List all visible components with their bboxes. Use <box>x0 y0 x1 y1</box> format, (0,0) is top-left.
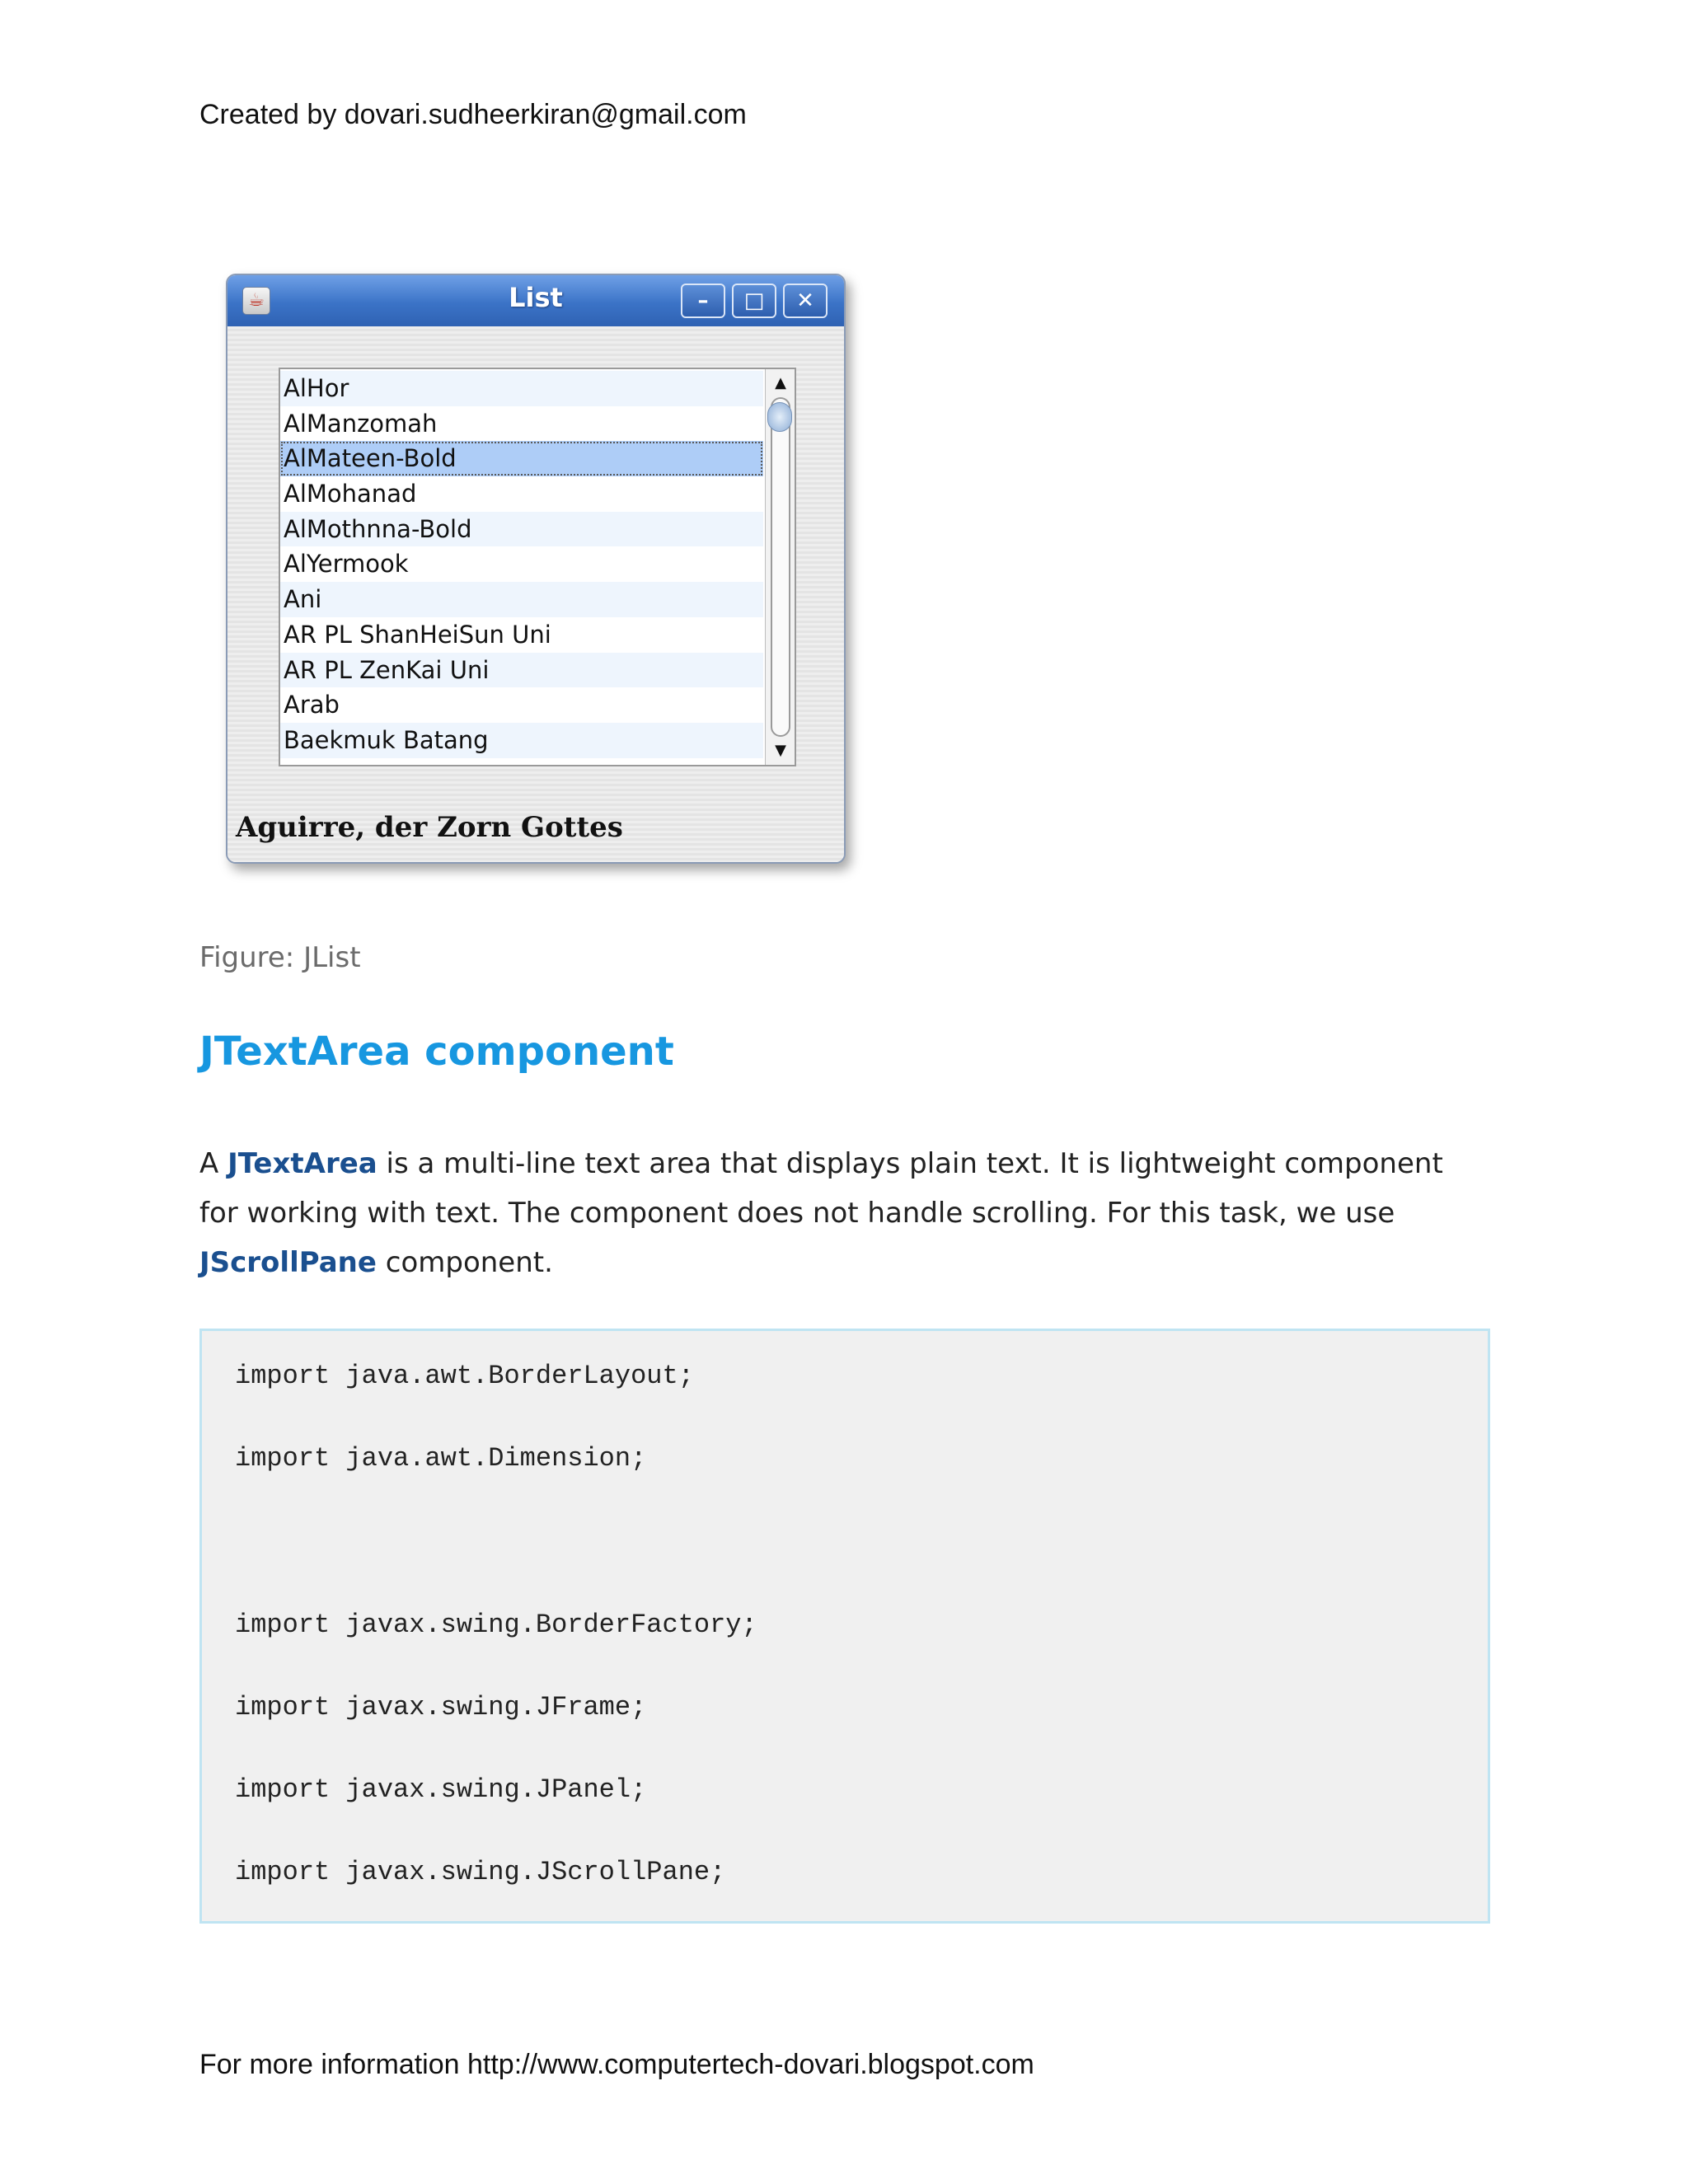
code-line: import java.awt.BorderLayout; <box>235 1361 694 1391</box>
page-footer: For more information http://www.computertech-dovari.blogspot.com <box>199 2049 1034 2080</box>
window-title: List <box>509 282 563 313</box>
code-line: import javax.swing.JFrame; <box>235 1692 647 1722</box>
list-items <box>280 371 763 758</box>
java-app-icon: ☕ <box>242 287 270 315</box>
list-item[interactable]: AlMateen-Bold <box>280 441 763 476</box>
para-text-1: A <box>199 1147 228 1180</box>
scroll-down-arrow-icon[interactable]: ▼ <box>775 742 786 759</box>
minimize-button[interactable]: – <box>681 284 725 318</box>
scroll-thumb[interactable] <box>767 402 792 432</box>
scroll-track[interactable] <box>771 397 790 737</box>
list-item[interactable]: Baekmuk Batang <box>280 723 763 758</box>
section-heading: JTextArea component <box>199 1029 674 1075</box>
figure-caption: Figure: JList <box>199 941 361 974</box>
vertical-scrollbar[interactable] <box>765 369 795 765</box>
list-item[interactable]: Ani <box>280 582 763 617</box>
code-block <box>199 1329 1490 1924</box>
page-header: Created by dovari.sudheerkiran@gmail.com <box>199 99 747 130</box>
para-text-2: is a multi-line text area that displays plain text. It is lightweight component for working with text. The component does not handle scrolling. For this task, we use <box>199 1147 1443 1230</box>
font-list[interactable] <box>279 368 796 766</box>
list-item[interactable]: AlHor <box>280 371 763 406</box>
jlist-window-screenshot <box>226 274 846 864</box>
maximize-button[interactable]: □ <box>732 284 776 318</box>
list-item[interactable]: AR PL ShanHeiSun Uni <box>284 620 551 649</box>
keyword-jtextarea: JTextArea <box>227 1147 377 1180</box>
list-item[interactable]: AlManzomah <box>284 409 438 438</box>
list-item[interactable]: AlMothnna-Bold <box>280 512 763 547</box>
list-item[interactable]: AlMohanad <box>284 480 417 509</box>
close-button[interactable]: ✕ <box>783 284 828 318</box>
scroll-up-arrow-icon[interactable]: ▲ <box>775 374 786 391</box>
selected-font-label: Aguirre, der Zorn Gottes <box>236 811 623 844</box>
code-line: import javax.swing.JPanel; <box>235 1774 647 1805</box>
code-line: import java.awt.Dimension; <box>235 1443 647 1474</box>
keyword-jscrollpane: JScrollPane <box>199 1246 377 1279</box>
list-item[interactable]: AlYermook <box>284 550 409 579</box>
intro-paragraph <box>199 1139 1485 1287</box>
para-text-3: component. <box>376 1246 553 1279</box>
code-line: import javax.swing.BorderFactory; <box>235 1610 757 1640</box>
list-item[interactable]: AR PL ZenKai Uni <box>280 653 763 688</box>
code-line: import javax.swing.JScrollPane; <box>235 1857 726 1887</box>
list-item[interactable]: Arab <box>284 691 340 719</box>
